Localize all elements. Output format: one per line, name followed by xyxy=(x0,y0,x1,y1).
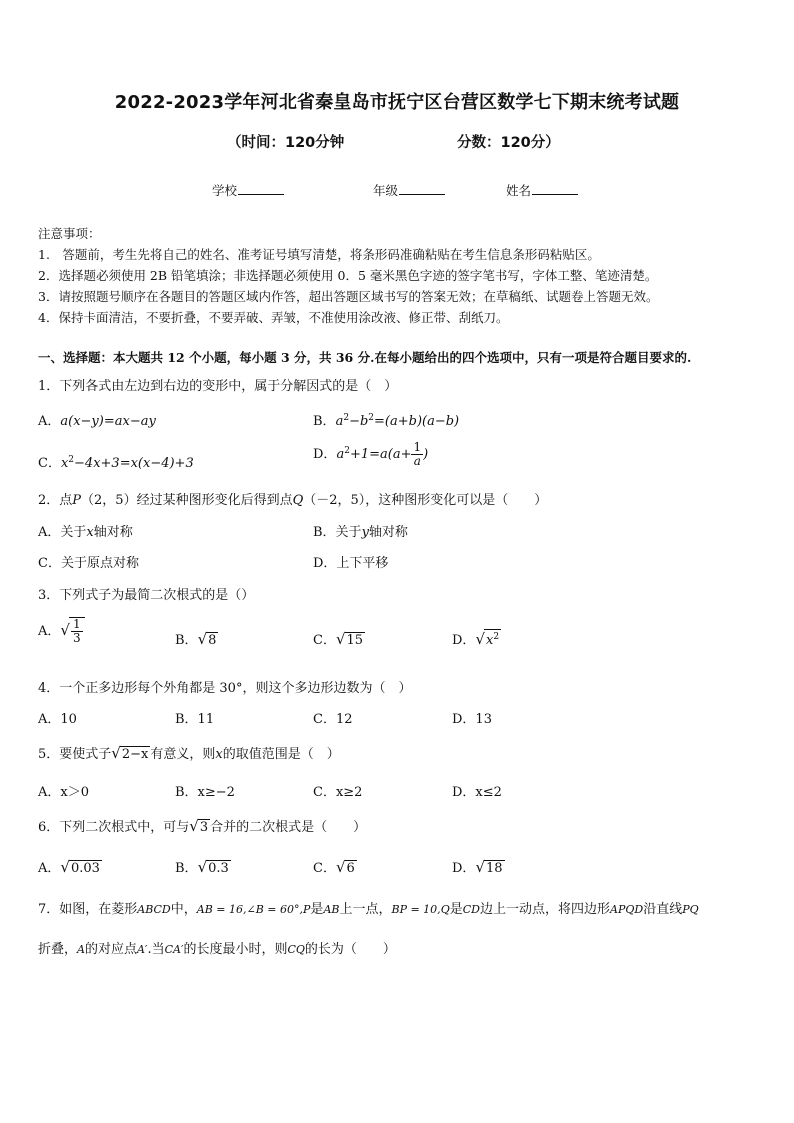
exam-time: （时间：120分钟 xyxy=(227,135,345,151)
q4-option-d: D．13 xyxy=(452,712,492,727)
q4-option-c: C．12 xyxy=(313,712,353,727)
q4-option-a: A．10 xyxy=(38,712,77,727)
question-7-stem-line1: 7．如图，在菱形ABCD中，AB = 16,∠B = 60°,P是AB上一点，BP = 10,Q是CD边上一动点，将四边形APQD沿直线PQ xyxy=(38,902,699,917)
question-4-stem: 4．一个正多边形每个外角都是 30°，则这个多边形边数为（ ） xyxy=(38,681,412,696)
section-heading: 一、选择题：本大题共 12 个小题，每小题 3 分，共 36 分.在每小题给出的四个选项中，只有一项是符合题目要求的. xyxy=(38,350,692,365)
q4-option-b: B．11 xyxy=(175,712,215,727)
radical: $\frac{1}{3}$ xyxy=(69,617,85,645)
name-label: 姓名 xyxy=(506,183,532,198)
notice-item: 2．选择题必须使用 2B 铅笔填涂；非选择题必须使用 0．5 毫米黑色字迹的签字笔书写，字体工整、笔迹清楚。 xyxy=(38,268,658,283)
grade-field xyxy=(373,181,445,199)
q1-option-a: A．a(x−y)=ax−ay xyxy=(38,414,156,429)
question-1-stem: 1．下列各式由左边到右边的变形中，属于分解因式的是（ ） xyxy=(38,379,398,394)
q6-option-d: D．√18 xyxy=(452,858,503,876)
q1-option-b: B．$a^2-b^2=(a+b)(a-b)$ xyxy=(313,413,460,429)
q6-option-b: B．√0.3 xyxy=(175,858,229,876)
q1-option-d: D．$a^2+1=a(a+$ $\frac{1}{a}$ ) xyxy=(313,440,429,468)
q2-option-d: D．上下平移 xyxy=(313,556,389,571)
notice-heading: 注意事项： xyxy=(38,226,101,241)
question-6-stem: 6．下列二次根式中，可与√3 合并的二次根式是（ ） xyxy=(38,817,367,835)
grade-blank xyxy=(399,182,445,195)
q3-option-c: C．√15 xyxy=(313,630,364,648)
q3-option-d: D．$√x^2$ xyxy=(452,630,500,648)
q5-option-c: C．x≥2 xyxy=(313,785,363,800)
page-title: 2022-2023学年河北省秦皇岛市抚宁区台营区数学七下期末统考试题 xyxy=(114,92,680,113)
q3-option-b: B．√8 xyxy=(175,630,217,648)
q1-option-c: C．$x^2-4x+3=x(x-4)+3$ xyxy=(38,455,194,471)
notice-item: 1. 答题前，考生先将自己的姓名、准考证号填写清楚，将条形码准确粘贴在考生信息条形码粘贴区。 xyxy=(38,247,600,262)
name-field xyxy=(506,181,578,199)
notice-item: 3．请按照题号顺序在各题目的答题区域内作答，超出答题区域书写的答案无效；在草稿纸、试题卷上答题无效。 xyxy=(38,289,659,304)
q2-option-c: C．关于原点对称 xyxy=(38,556,139,571)
q2-option-a: A．关于x轴对称 xyxy=(38,525,133,540)
question-5-stem: 5．要使式子√2−x 有意义，则x的取值范围是（ ） xyxy=(38,744,340,762)
exam-score: 分数：120分） xyxy=(457,135,560,151)
school-blank xyxy=(238,182,284,195)
grade-label: 年级 xyxy=(373,183,399,198)
q6-option-a: A．√0.03 xyxy=(38,858,100,876)
q2-option-b: B．关于y轴对称 xyxy=(313,525,408,540)
school-field xyxy=(212,181,284,199)
school-label: 学校 xyxy=(212,183,238,198)
q5-option-d: D．x≤2 xyxy=(452,785,502,800)
question-7-stem-line2: 折叠，A的对应点A′.当CA′的长度最小时，则CQ的长为（ ） xyxy=(38,942,396,957)
q5-option-a: A．x＞0 xyxy=(38,785,89,800)
question-3-stem: 3．下列式子为最简二次根式的是（） xyxy=(38,588,255,603)
q6-option-c: C．√6 xyxy=(313,858,355,876)
notice-item: 4．保持卡面清洁，不要折叠，不要弄破、弄皱，不准使用涂改液、修正带、刮纸刀。 xyxy=(38,310,509,325)
q5-option-b: B．x≥−2 xyxy=(175,785,235,800)
question-2-stem: 2．点P（2，5）经过某种图形变化后得到点Q（－2，5），这种图形变化可以是（ ） xyxy=(38,493,548,508)
fraction: $\frac{1}{a}$ xyxy=(413,440,422,468)
q3-option-a: A．√ $\frac{1}{3}$ xyxy=(38,617,85,645)
name-blank xyxy=(532,182,578,195)
